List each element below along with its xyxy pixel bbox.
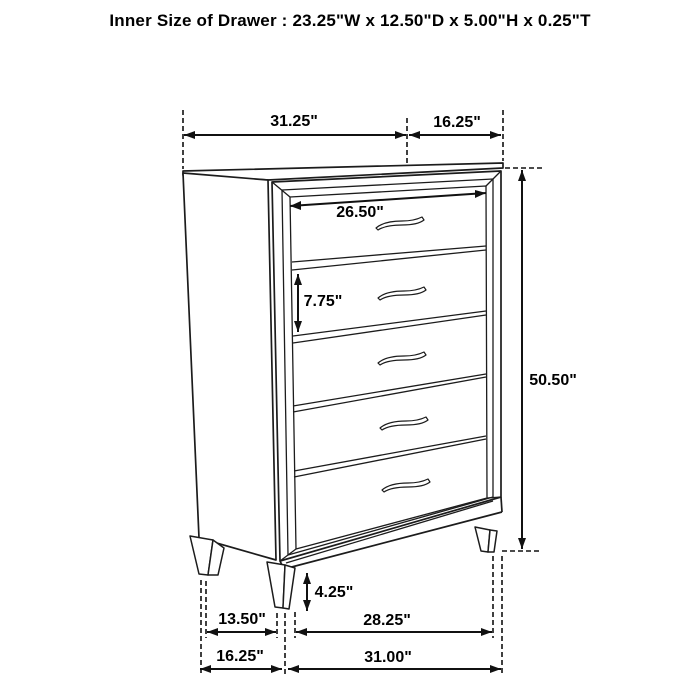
chest-side-panel	[183, 173, 276, 560]
dim-label-base-depth: 13.50"	[218, 611, 266, 628]
dim-label-top-width: 31.25"	[270, 113, 318, 130]
dim-leg-height-arrow	[303, 573, 311, 611]
dim-base-depth-arrow	[207, 628, 276, 636]
leg-front-left-side	[283, 565, 295, 609]
dim-label-drawer-width: 26.50"	[336, 204, 384, 221]
dim-label-drawer-height: 7.75"	[303, 293, 343, 310]
dim-top-depth-arrow	[409, 131, 501, 139]
dim-label-top-depth: 16.25"	[433, 114, 481, 131]
dim-overall-height-arrow	[518, 170, 526, 549]
leg-front-left	[267, 562, 285, 608]
dim-label-floor-width: 31.00"	[364, 649, 412, 666]
dim-floor-depth-arrow	[200, 665, 282, 673]
dim-label-overall-height: 50.50"	[529, 372, 577, 389]
dim-label-base-width: 28.25"	[363, 612, 411, 629]
dim-label-leg-height: 4.25"	[314, 584, 354, 601]
chest-front-frame	[272, 171, 501, 561]
diagram-title: Inner Size of Drawer : 23.25"W x 12.50"D x 5.00"H x 0.25"T	[109, 11, 591, 30]
dim-label-floor-depth: 16.25"	[216, 648, 264, 665]
leg-front-right-side	[488, 530, 497, 552]
dim-top-width-arrow	[184, 131, 406, 139]
